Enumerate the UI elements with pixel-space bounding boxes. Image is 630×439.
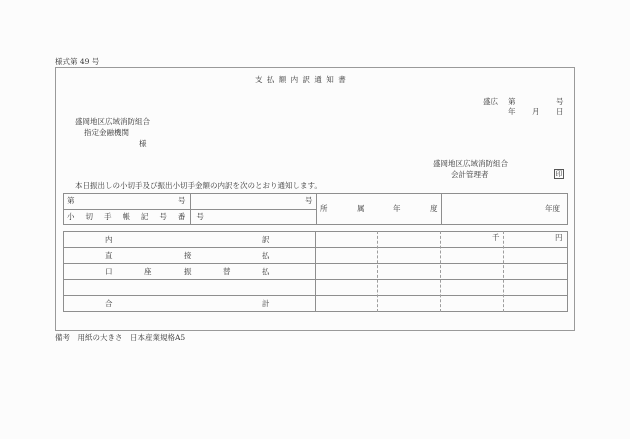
row-label-total-1: 合 — [105, 299, 113, 308]
fiscal-year-suffix: 年度 — [545, 204, 560, 213]
document-title: 支 払 額 内 訳 通 知 書 — [255, 75, 347, 84]
row-label-breakdown-1: 内 — [105, 235, 113, 244]
row-label-total-2: 計 — [262, 299, 270, 308]
fiscal-label-1: 所 — [320, 204, 328, 213]
checkbook-code-label: 小 切 手 帳 記 号 番 号 — [67, 212, 209, 221]
date-year-label: 年 — [508, 107, 516, 116]
table-divider — [441, 193, 442, 225]
fiscal-label-2: 属 — [357, 204, 365, 213]
fiscal-label-3: 年 — [393, 204, 401, 213]
date-month-label: 月 — [532, 107, 540, 116]
row-label-breakdown-2: 訳 — [262, 235, 270, 244]
digit-divider — [377, 231, 378, 312]
table-divider — [316, 193, 317, 225]
reference-go: 号 — [556, 97, 564, 106]
digit-divider — [440, 231, 441, 312]
form-number: 様式第 49 号 — [55, 57, 100, 66]
row-label-transfer-1: 口 — [105, 267, 113, 276]
digit-divider — [503, 231, 504, 312]
check-number-go-2: 号 — [305, 196, 313, 205]
check-number-dai: 第 — [67, 196, 75, 205]
recipient-org: 盛岡地区広域消防組合 — [75, 117, 150, 126]
sender-org: 盛岡地区広域消防組合 — [433, 159, 508, 168]
row-label-transfer-4: 替 — [223, 267, 231, 276]
row-label-transfer-3: 振 — [184, 267, 192, 276]
table-divider — [315, 231, 316, 312]
row-label-direct-2: 接 — [184, 251, 192, 260]
reference-prefix: 盛広 — [483, 97, 498, 106]
check-number-go: 号 — [178, 196, 186, 205]
checkbook-code-field[interactable] — [191, 210, 315, 224]
recipient-honorific: 様 — [139, 139, 147, 148]
row-label-transfer-2: 座 — [144, 267, 152, 276]
notice-text: 本日振出しの小切手及び振出小切手金額の内訳を次のとおり通知します。 — [75, 181, 322, 190]
sender-title: 会計管理者 — [451, 170, 489, 179]
date-day-label: 日 — [556, 107, 564, 116]
recipient-institution: 指定金融機関 — [84, 128, 129, 137]
row-label-direct-1: 直 — [105, 251, 113, 260]
unit-thousand: 千 — [492, 233, 500, 242]
fiscal-label-4: 度 — [430, 204, 438, 213]
reference-dai: 第 — [508, 97, 516, 106]
row-label-direct-3: 払 — [262, 251, 270, 260]
unit-yen: 円 — [555, 233, 563, 242]
seal-mark: 印 — [555, 170, 563, 178]
row-label-transfer-5: 払 — [262, 267, 270, 276]
footnote: 備考 用紙の大きさ 日本産業規格A5 — [55, 333, 186, 342]
